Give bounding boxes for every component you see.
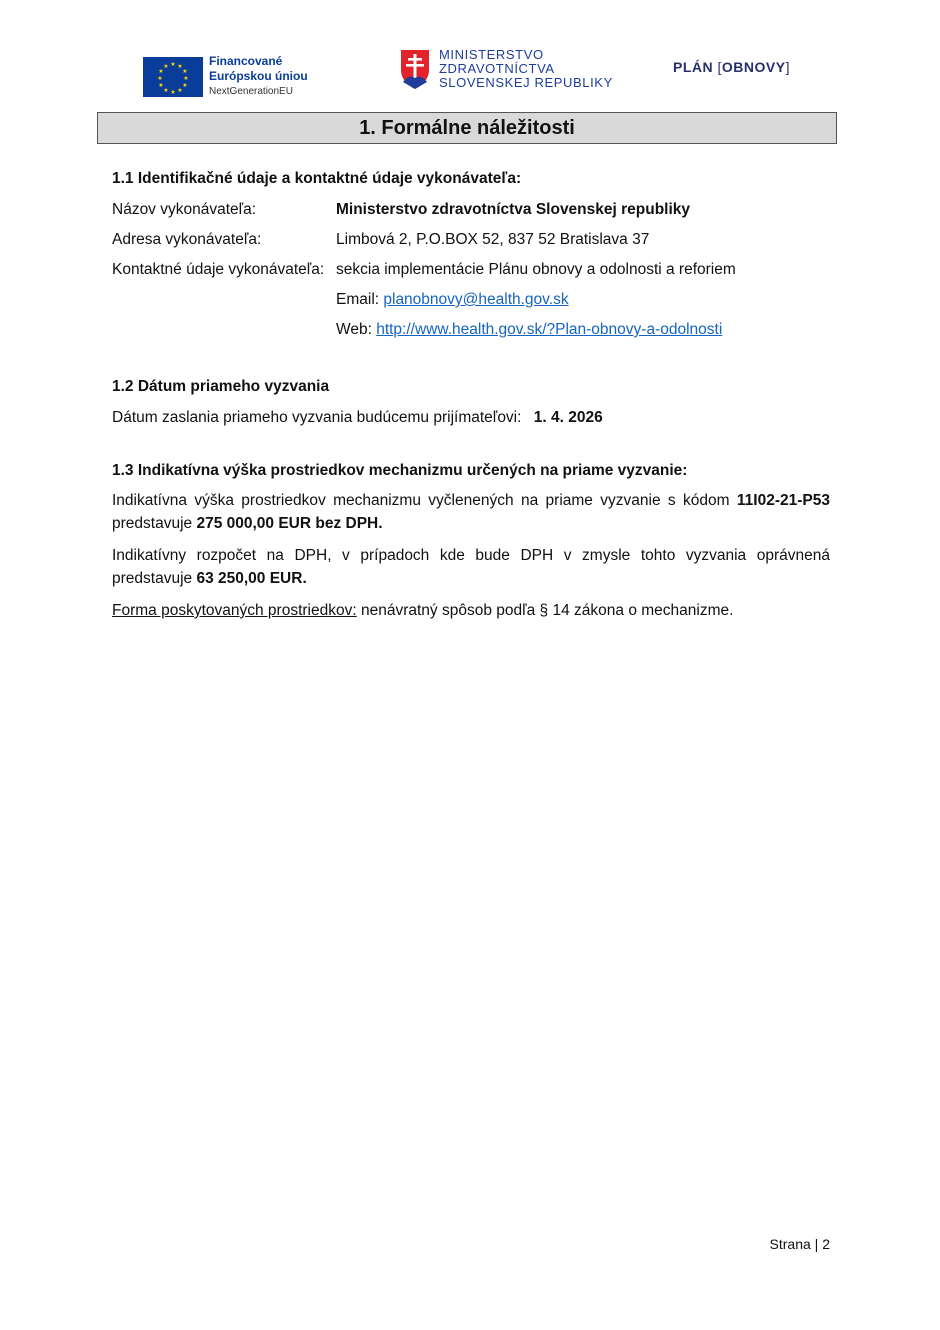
svg-text:★: ★ bbox=[177, 62, 183, 70]
svg-text:★: ★ bbox=[158, 67, 164, 75]
email-label: Email: bbox=[336, 291, 384, 308]
date-text: Dátum zaslania priameho vyzvania budúcemu prijímateľovi: bbox=[112, 409, 522, 426]
address-label: Adresa vykonávateľa: bbox=[112, 231, 262, 248]
email-link[interactable]: planobnovy@health.gov.sk bbox=[383, 291, 569, 308]
ministry-text-line2: ZDRAVOTNÍCTVA bbox=[439, 61, 555, 76]
svg-text:★: ★ bbox=[158, 81, 164, 89]
page-header bbox=[0, 46, 940, 102]
web-label: Web: bbox=[336, 321, 377, 338]
ministry-text-line1: MINISTERSTVO bbox=[439, 47, 544, 62]
funds-amount: 275 000,00 EUR bez DPH. bbox=[196, 515, 383, 532]
contact-label: Kontaktné údaje vykonávateľa: bbox=[112, 261, 325, 278]
svg-text:★: ★ bbox=[183, 74, 189, 82]
funds-p1-text: Indikatívna výška prostriedkov mechanizmu vyčlenených na priame vyzvanie s kódom bbox=[112, 492, 737, 509]
address-value: Limbová 2, P.O.BOX 52, 837 52 Bratislava 37 bbox=[336, 231, 650, 248]
section-funds bbox=[112, 462, 830, 622]
svg-text:★: ★ bbox=[182, 81, 188, 89]
svg-text:★: ★ bbox=[170, 60, 176, 68]
funds-code: 11I02-21-P53 bbox=[736, 492, 830, 509]
section-heading-1-3: 1.3 Indikatívna výška prostriedkov mechanizmu určených na priame vyzvanie: bbox=[112, 462, 688, 479]
funds-paragraph-1 bbox=[112, 489, 830, 535]
svg-text:★: ★ bbox=[177, 86, 183, 94]
svg-text:★: ★ bbox=[182, 67, 188, 75]
section-date bbox=[112, 378, 830, 427]
plan-logo-right: OBNOVY bbox=[721, 59, 786, 75]
section-identification bbox=[112, 170, 830, 188]
ministry-text-line3: SLOVENSKEJ REPUBLIKY bbox=[439, 75, 613, 90]
name-label: Názov vykonávateľa: bbox=[112, 201, 257, 218]
identification-table bbox=[112, 195, 830, 345]
funds-paragraph-2 bbox=[112, 544, 830, 590]
web-link[interactable]: http://www.health.gov.sk/?Plan-obnovy-a-odolnosti bbox=[376, 321, 723, 338]
svg-text:★: ★ bbox=[163, 62, 169, 70]
funds-form-text: nenávratný spôsob podľa § 14 zákona o mechanizme. bbox=[356, 602, 734, 619]
name-value: Ministerstvo zdravotníctva Slovenskej republiky bbox=[336, 201, 691, 218]
eu-text-line2: Európskou úniou bbox=[209, 69, 308, 83]
page-number: Strana | 2 bbox=[769, 1236, 830, 1252]
plan-logo-left: PLÁN bbox=[673, 59, 714, 75]
section-heading-1-1: 1.1 Identifikačné údaje a kontaktné údaje vykonávateľa: bbox=[112, 170, 522, 187]
bracket-left-icon: [ bbox=[717, 59, 722, 75]
funds-form-label: Forma poskytovaných prostriedkov: bbox=[112, 602, 357, 619]
vat-text: Indikatívny rozpočet na DPH, v prípadoch kde bude DPH v zmysle tohto vyzvania oprávnená predstavuje bbox=[112, 547, 830, 587]
slovak-coat-of-arms-icon bbox=[399, 48, 431, 90]
section-title: 1. Formálne náležitosti bbox=[97, 112, 837, 144]
contact-row bbox=[112, 255, 830, 285]
contact-value: sekcia implementácie Plánu obnovy a odolnosti a reforiem bbox=[336, 261, 736, 278]
svg-text:★: ★ bbox=[163, 86, 169, 94]
bracket-right-icon: ] bbox=[785, 59, 790, 75]
date-value: 1. 4. 2026 bbox=[533, 409, 603, 426]
eu-text-line1: Financované bbox=[209, 54, 283, 68]
section-heading-1-2: 1.2 Dátum priameho vyzvania bbox=[112, 378, 330, 395]
address-row bbox=[112, 225, 830, 255]
svg-text:★: ★ bbox=[157, 74, 163, 82]
svg-text:★: ★ bbox=[170, 88, 176, 96]
vat-amount: 63 250,00 EUR. bbox=[196, 570, 307, 587]
funds-paragraph-3 bbox=[112, 599, 830, 622]
eu-text-line3: NextGenerationEU bbox=[209, 86, 293, 97]
eu-funding-logo bbox=[143, 54, 308, 99]
ministry-logo bbox=[399, 48, 613, 90]
web-row bbox=[112, 315, 830, 345]
name-row bbox=[112, 195, 830, 225]
plan-obnovy-logo bbox=[673, 59, 790, 75]
email-row bbox=[112, 285, 830, 315]
funds-p1-text2: predstavuje bbox=[112, 515, 197, 532]
eu-flag-icon bbox=[143, 57, 203, 97]
